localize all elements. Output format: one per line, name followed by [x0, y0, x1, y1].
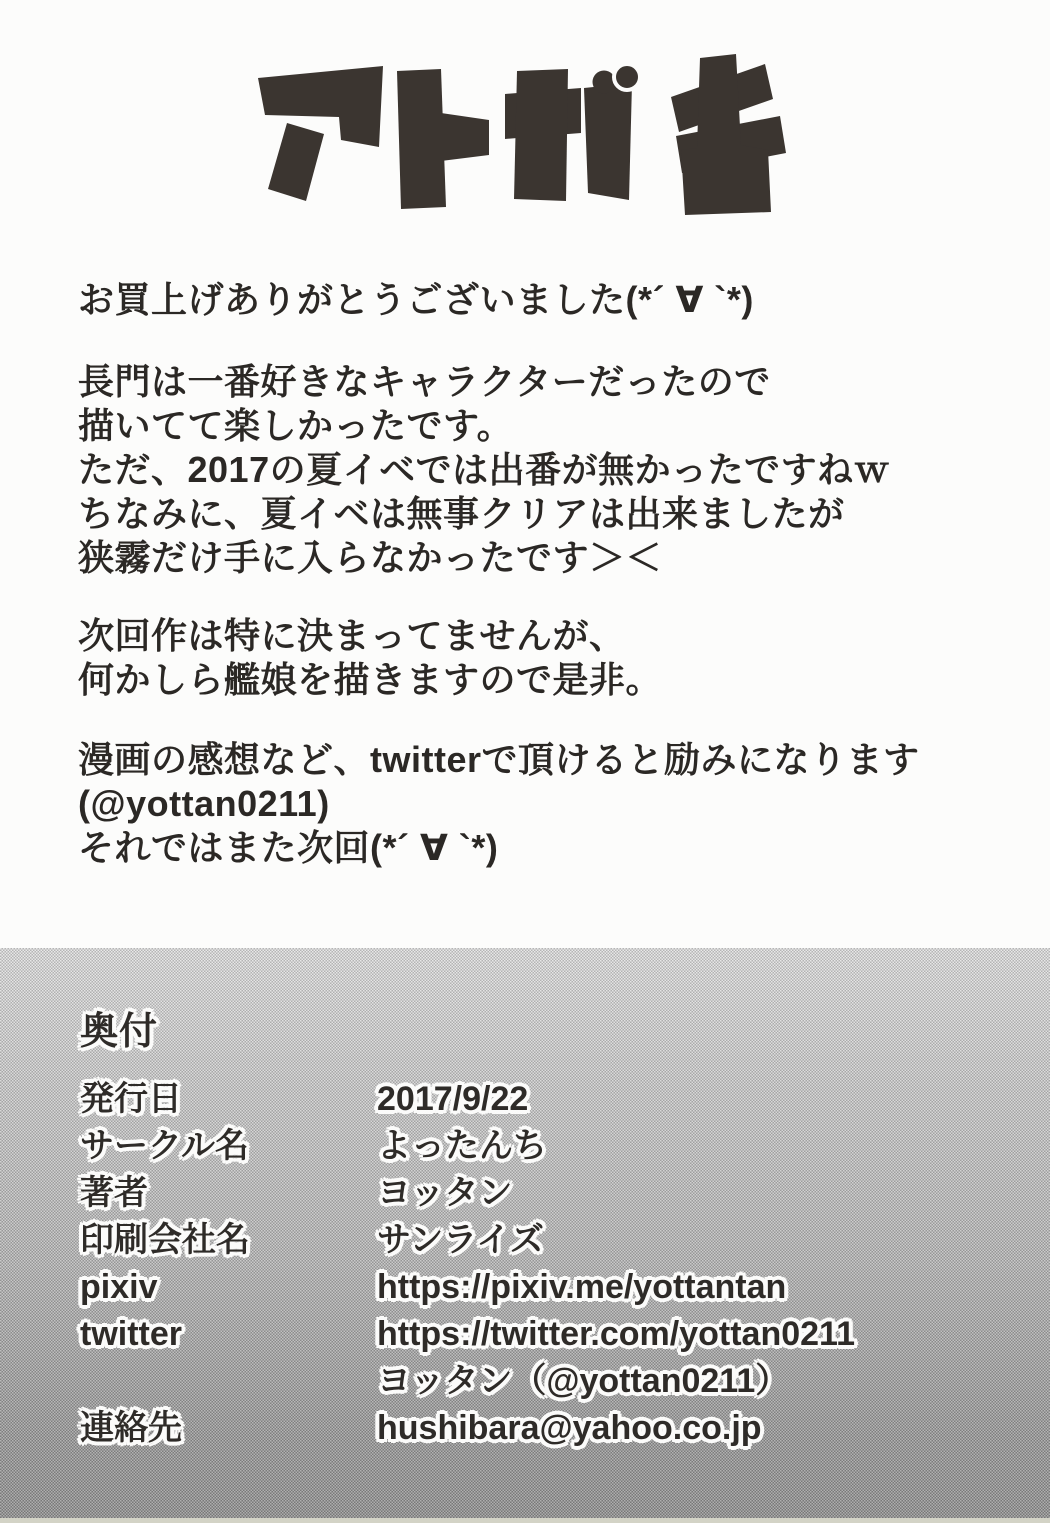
row-label: pixiv	[80, 1268, 158, 1306]
row-value: 2017/9/22	[377, 1080, 529, 1118]
colophon-row-printer	[80, 1217, 1020, 1264]
row-value: よったんち	[377, 1127, 547, 1165]
colophon-heading: 奥付	[80, 1011, 159, 1053]
row-value: hushibara@yahoo.co.jp	[377, 1409, 762, 1447]
colophon-row-circle-name	[80, 1123, 1020, 1170]
text-line: お買上げありがとうございました(*´ ∀ `*)	[78, 279, 754, 320]
row-value: サンライズ	[377, 1221, 544, 1259]
row-value: https://pixiv.me/yottantan	[377, 1268, 787, 1306]
text-line: ただ、2017の夏イベでは出番が無かったですねｗ	[78, 449, 891, 490]
row-label: twitter	[80, 1315, 182, 1353]
colophon-section	[0, 948, 1050, 1523]
text-line: (@yottan0211)	[78, 783, 330, 824]
row-value: https://twitter.com/yottan0211	[377, 1315, 855, 1353]
title-logo	[0, 0, 1050, 240]
text-line: 何かしら艦娘を描きますので是非。	[78, 659, 663, 700]
text-line: 長門は一番好きなキャラクターだったので	[78, 361, 771, 402]
colophon-row-twitter-handle	[80, 1358, 1020, 1405]
row-label: 印刷会社名	[80, 1221, 250, 1259]
row-label: 発行日	[80, 1080, 182, 1118]
colophon-row-contact	[80, 1405, 1020, 1452]
text-line: それではまた次回(*´ ∀ `*)	[78, 827, 499, 868]
page-bottom-edge	[0, 1518, 1050, 1523]
text-line: 描いてて楽しかったです。	[78, 405, 514, 446]
text-line: ちなみに、夏イベは無事クリアは出来ましたが	[78, 493, 845, 534]
row-label	[80, 1358, 377, 1405]
row-label: 著者	[80, 1174, 148, 1212]
colophon-row-author	[80, 1170, 1020, 1217]
afterword-paragraph-next-work	[78, 614, 662, 702]
afterword-paragraph-feedback	[78, 738, 920, 870]
title-logo-art	[0, 0, 1050, 240]
row-label: 連絡先	[80, 1409, 182, 1447]
text-line: 次回作は特に決まってませんが、	[78, 615, 626, 656]
text-line: 漫画の感想など、twitterで頂けると励みになります	[78, 739, 920, 780]
colophon-table	[80, 1076, 1020, 1452]
text-line: 狭霧だけ手に入らなかったです＞＜	[78, 537, 663, 578]
colophon-row-pixiv	[80, 1264, 1020, 1311]
colophon-row-twitter	[80, 1311, 1020, 1358]
row-value: ヨッタン（@yottan0211）	[377, 1362, 790, 1400]
row-label: サークル名	[80, 1127, 249, 1165]
afterword-paragraph-nagato	[78, 360, 890, 580]
afterword-paragraph-thanks	[78, 278, 754, 322]
row-value: ヨッタン	[377, 1174, 513, 1212]
colophon-row-publish-date	[80, 1076, 1020, 1123]
